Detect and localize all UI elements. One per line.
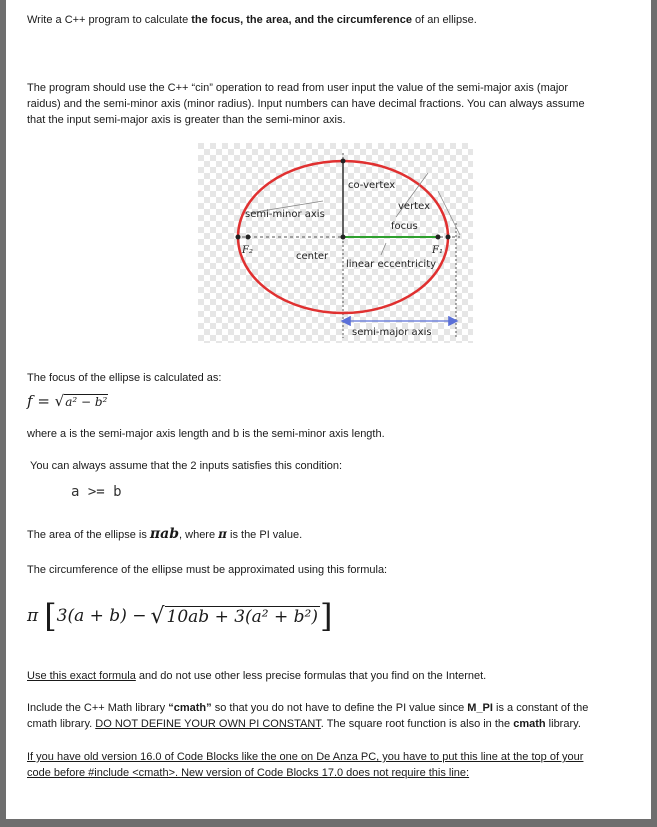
intro-suffix: of an ellipse. — [411, 14, 477, 26]
codeblocks-line-2: code before #include <cmath>. New version of Code Blocks 17.0 does not require this line: — [27, 767, 470, 779]
input-line-2: raidus) and the semi-minor axis (minor radius). Input numbers can have decimal fractions. You can always assume — [27, 98, 585, 110]
focus-f2-point — [246, 235, 251, 240]
center-point — [341, 235, 346, 240]
intro-bold: the focus, the area, and the circumference — [191, 14, 412, 26]
input-line-3: that the input semi-major axis is greater than the semi-minor axis. — [27, 114, 346, 126]
include-line1-bold: “cmath” — [168, 702, 212, 714]
input-line-1: The program should use the C++ “cin” operation to read from user input the value of the semi-major axis (major — [27, 82, 569, 94]
focus-formula-lhs: f = — [27, 392, 55, 410]
label-f1: F₁ — [432, 245, 443, 256]
ellipse-diagram — [198, 143, 473, 343]
condition-text: You can always assume that the 2 inputs satisfies this condition: — [30, 460, 343, 472]
include-line2-underlined: DO NOT DEFINE YOUR OWN PI CONSTANT — [95, 718, 321, 730]
pi-glyph: π — [218, 527, 227, 541]
vertex-point — [446, 235, 451, 240]
sqrt-icon: √ — [150, 603, 165, 629]
bracket-right: ] — [320, 597, 333, 635]
include-line1-bold2: M_PI — [467, 702, 493, 714]
input-paragraph — [27, 80, 585, 128]
document-page — [8, 0, 649, 819]
intro-paragraph — [27, 12, 477, 28]
include-line2-bold: cmath — [513, 718, 546, 730]
focus-formula-rhs: a² − b² — [65, 395, 108, 409]
include-line1-b: so that you do not have to define the PI value since — [211, 702, 468, 714]
label-semi-major-axis: semi-major axis — [352, 327, 432, 338]
label-vertex: vertex — [398, 201, 430, 212]
label-focus: focus — [391, 221, 418, 232]
vertex-left-point — [236, 235, 241, 240]
sqrt-icon: √ — [54, 392, 65, 410]
label-linear-eccentricity: linear eccentricity — [346, 259, 437, 270]
area-glyph: πab — [149, 526, 180, 542]
label-semi-minor-axis: semi-minor axis — [245, 209, 325, 220]
formula-sqrt-term: 10ab + 3(a² + b²) — [166, 606, 318, 627]
include-line1-a: Include the C++ Math library — [27, 702, 169, 714]
formula-first-term: 3(a + b) − — [56, 606, 147, 626]
area-suffix: is the PI value. — [226, 529, 303, 541]
exact-underlined: Use this exact formula — [27, 670, 136, 682]
include-line2-c: library. — [545, 718, 581, 730]
focus-formula — [27, 392, 108, 410]
focus-where: where a is the semi-major axis length and b is the semi-minor axis length. — [27, 428, 385, 440]
circumference-text: The circumference of the ellipse must be approximated using this formula: — [27, 564, 388, 576]
area-middle: , where — [179, 529, 219, 541]
label-co-vertex: co-vertex — [348, 180, 396, 191]
codeblocks-line-1: If you have old version 16.0 of Code Blocks like the one on De Anza PC, you have to put this line at the top of your — [27, 751, 584, 763]
intro-prefix: Write a C++ program to calculate — [27, 14, 192, 26]
circumference-formula — [27, 596, 332, 636]
label-center: center — [296, 251, 329, 262]
include-line2-a: cmath library. — [27, 718, 96, 730]
bracket-left: [ — [44, 597, 57, 635]
area-prefix: The area of the ellipse is — [27, 529, 150, 541]
include-line2-b: . The square root function is also in the — [320, 718, 514, 730]
focus-heading: The focus of the ellipse is calculated as: — [27, 372, 222, 384]
area-paragraph — [27, 526, 302, 543]
formula-pi: π — [27, 606, 39, 626]
label-f2: F₂ — [242, 245, 253, 256]
include-line1-c: is a constant of the — [492, 702, 589, 714]
condition-code: a >= b — [71, 484, 122, 500]
exact-rest: and do not use other less precise formulas that you find on the Internet. — [135, 670, 487, 682]
exact-paragraph — [27, 668, 486, 684]
co-vertex-point — [341, 159, 346, 164]
focus-f1-point — [436, 235, 441, 240]
codeblocks-paragraph — [27, 749, 583, 781]
include-paragraph — [27, 700, 588, 732]
